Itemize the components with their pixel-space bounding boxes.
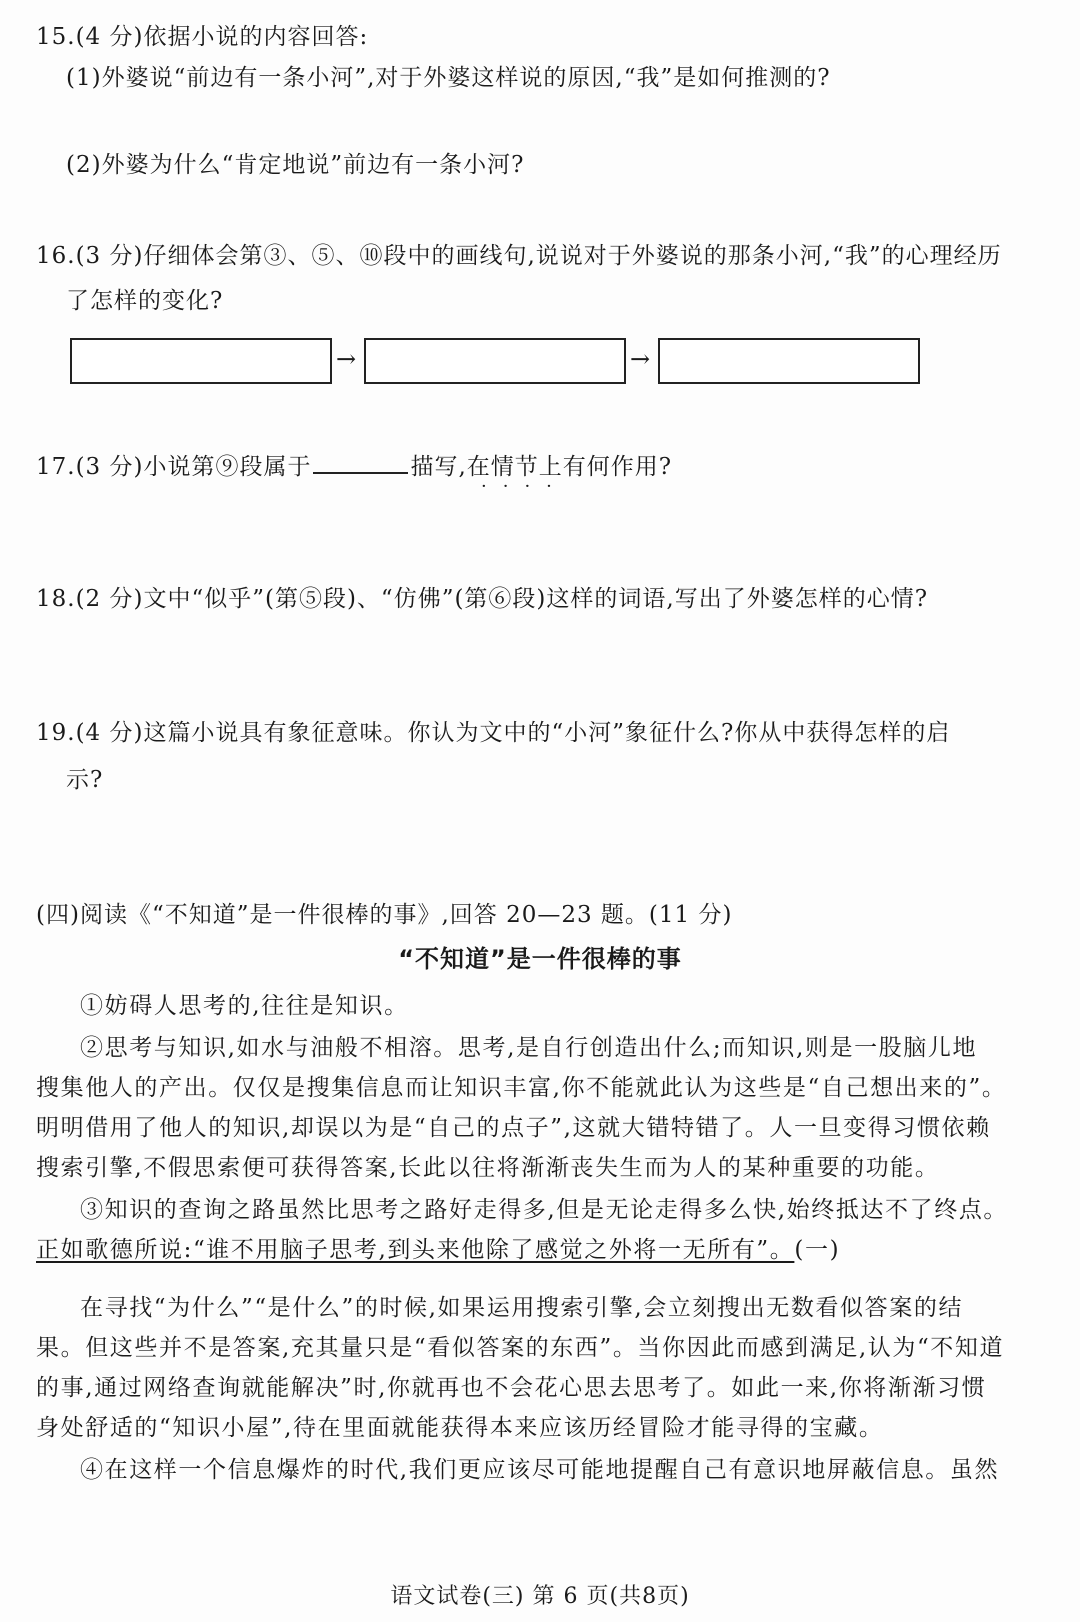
- question-18: 18.(2 分)文中“似乎”(第⑤段)、“仿佛”(第⑥段)这样的词语,写出了外婆怎样的心情?: [36, 586, 929, 612]
- paragraph-2-line3: 明明借用了他人的知识,却误以为是“自己的点子”,这就大错特错了。人一旦变得习惯依赖: [36, 1115, 991, 1141]
- paragraph-3-line1: ③知识的查询之路虽然比思考之路好走得多,但是无论走得多么快,始终抵达不了终点。: [80, 1197, 1009, 1223]
- article-title: “不知道”是一件很棒的事: [398, 945, 682, 973]
- question-15-sub2: (2)外婆为什么“肯定地说”前边有一条小河?: [66, 152, 525, 178]
- question-16-line2: 了怎样的变化?: [66, 288, 224, 314]
- question-17-before-blank: 17.(3 分)小说第⑨段属于: [36, 454, 312, 480]
- paragraph-3b-line4: 身处舒适的“知识小屋”,待在里面就能获得本来应该历经冒险才能寻得的宝藏。: [36, 1415, 884, 1441]
- question-16-line1: 16.(3 分)仔细体会第③、⑤、⑩段中的画线句,说说对于外婆说的那条小河,“我”的心理经历: [36, 243, 1002, 269]
- paragraph-2-line2: 搜集他人的产出。仅仅是搜集信息而让知识丰富,你不能就此认为这些是“自己想出来的”。: [36, 1075, 1007, 1101]
- question-15-stem: 15.(4 分)依据小说的内容回答:: [36, 24, 369, 50]
- paragraph-3-line2: [36, 1232, 1036, 1269]
- blank-marker: (一): [794, 1237, 841, 1263]
- answer-box-3[interactable]: [658, 338, 920, 384]
- question-17-after-blank: 描写,在情节上有何作用?: [410, 454, 673, 480]
- paragraph-2-line4: 搜索引擎,不假思索便可获得答案,长此以往将渐渐丧失生而为人的某种重要的功能。: [36, 1155, 940, 1181]
- section-4-heading: (四)阅读《“不知道”是一件很棒的事》,回答 20—23 题。(11 分): [36, 902, 733, 928]
- paragraph-3b-line2: 果。但这些并不是答案,充其量只是“看似答案的东西”。当你因此而感到满足,认为“不知道: [36, 1335, 1005, 1361]
- fill-in-blank[interactable]: [313, 448, 408, 474]
- arrow-right-icon: →: [336, 345, 357, 373]
- paragraph-1: ①妨碍人思考的,往往是知识。: [80, 993, 409, 1019]
- question-19-line2: 示?: [66, 767, 104, 793]
- paragraph-4-line1: ④在这样一个信息爆炸的时代,我们更应该尽可能地提醒自己有意识地屏蔽信息。虽然: [80, 1457, 1000, 1483]
- question-17: [36, 448, 672, 482]
- page-footer: 语文试卷(三) 第 6 页(共8页): [390, 1584, 690, 1609]
- arrow-right-icon: →: [630, 345, 651, 373]
- paragraph-2-line1: ②思考与知识,如水与油般不相溶。思考,是自行创造出什么;而知识,则是一股脑儿地: [80, 1035, 978, 1061]
- underlined-quote: 正如歌德所说:“谁不用脑子思考,到头来他除了感觉之外将一无所有”。: [36, 1237, 795, 1263]
- paragraph-3b-line3: 的事,通过网络查询就能解决”时,你就再也不会花心思去思考了。如此一来,你将渐渐习惯: [36, 1375, 987, 1401]
- question-19-line1: 19.(4 分)这篇小说具有象征意味。你认为文中的“小河”象征什么?你从中获得怎样的启: [36, 720, 951, 746]
- answer-box-1[interactable]: [70, 338, 332, 384]
- paragraph-3b-line1: 在寻找“为什么”“是什么”的时候,如果运用搜索引擎,会立刻搜出无数看似答案的结: [80, 1295, 964, 1321]
- question-15-sub1: (1)外婆说“前边有一条小河”,对于外婆这样说的原因,“我”是如何推测的?: [66, 65, 831, 91]
- answer-box-2[interactable]: [364, 338, 626, 384]
- emphasis-dots: ····: [481, 476, 568, 497]
